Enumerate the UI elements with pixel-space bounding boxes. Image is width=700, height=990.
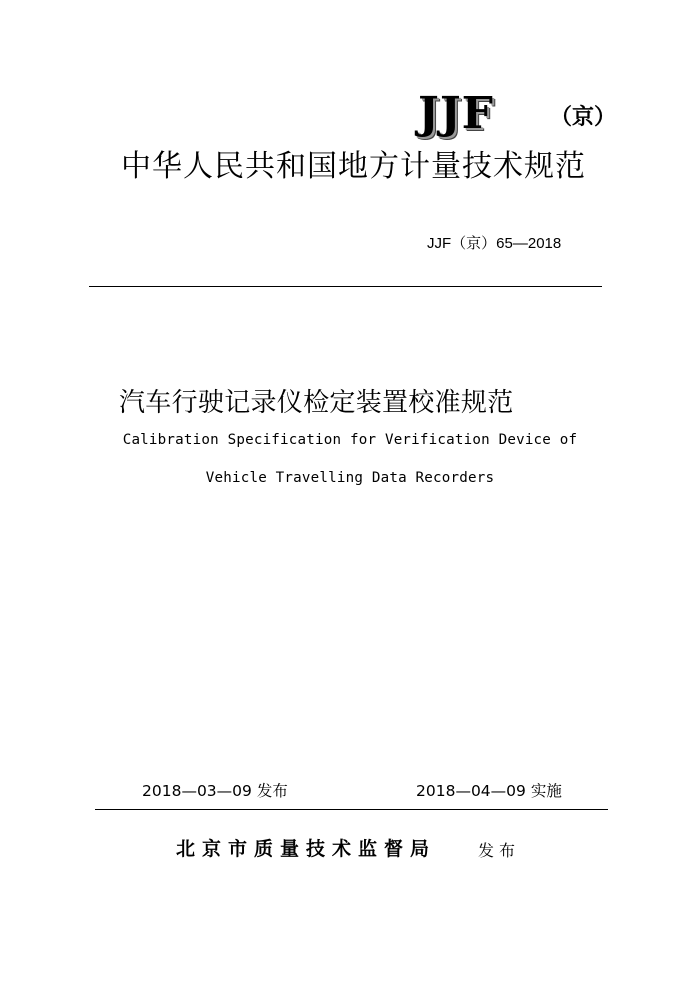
- issue-date: 2018—03—09 发布: [142, 782, 288, 800]
- jjf-region-suffix: （京）: [550, 104, 617, 130]
- jjf-logo: JJF: [418, 88, 494, 139]
- top-divider: [89, 286, 602, 287]
- standard-type-heading: 中华人民共和国地方计量技术规范: [121, 149, 586, 184]
- implementation-date: 2018—04—09 实施: [416, 782, 562, 800]
- issuing-action: 发布: [478, 841, 521, 860]
- bottom-divider: [95, 809, 608, 810]
- document-title-en-line-1: Calibration Specification for Verification Device of: [122, 432, 578, 448]
- document-title-en-line-2: Vehicle Travelling Data Recorders: [205, 470, 495, 486]
- standard-number: JJF（京）65—2018: [427, 235, 562, 252]
- document-title-zh: 汽车行驶记录仪检定装置校准规范: [119, 388, 514, 418]
- issuing-authority: 北京市质量技术监督局: [176, 838, 437, 860]
